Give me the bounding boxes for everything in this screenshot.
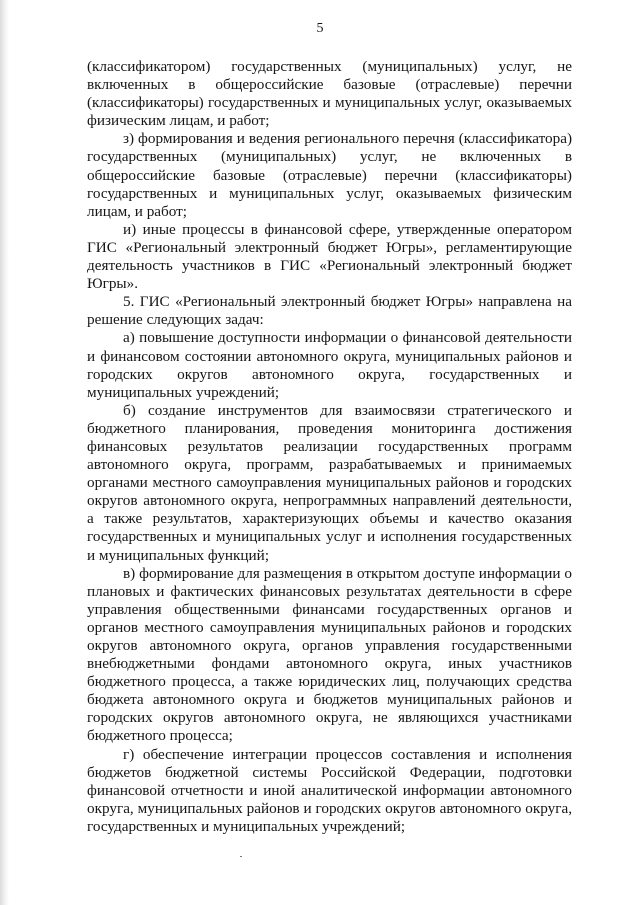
paragraph-task-a: а) повышение доступности информации о финансовой деятельности и финансовом состоянии автономного округа, муниципальных районов и городских округов автономного округа, государственных и муниципальных учреждений; (87, 329, 572, 401)
paragraph-item-i: и) иные процессы в финансовой сфере, утвержденные оператором ГИС «Региональный электронный бюджет Югры», регламентирующие деятельность участников в ГИС «Региональный электронный бюджет Югры». (87, 220, 572, 293)
paragraph-task-v: в) формирование для размещения в открытом доступе информации о плановых и фактических финансовых результатах деятельности в сфере управления общественными финансами государственных органов и органов местного самоуправления муниципальных районов и городских округов автономного округа, органов управления государственными внебюджетными фондами автономного округа, иных участников бюджетного процесса, а также юридических лиц, получающих средства бюджета автономного округа и бюджетов муниципальных районов и городских округов автономного округа, не являющихся участниками бюджетного процесса; (87, 564, 572, 745)
paragraph-section-5: 5. ГИС «Региональный электронный бюджет Югры» направлена на решение следующих задач: (87, 293, 572, 329)
paragraph-classifier-continued: (классификатором) государственных (муниципальных) услуг, не включенных в общероссийские базовые (отраслевые) перечни (классификаторы) государственных и муниципальных услуг, оказываемых физическим лицам, и работ; (87, 58, 572, 130)
paragraph-task-g: г) обеспечение интеграции процессов составления и исполнения бюджетов бюджетной системы Российской Федерации, подготовки финансовой отчетности и иной аналитической информации автономного округа, муниципальных районов и городских округов автономного округа, государственных и муниципальных учреждений; (87, 745, 572, 835)
scan-edge-shadow (0, 0, 9, 905)
scan-speck (240, 856, 242, 857)
paragraph-task-b: б) создание инструментов для взаимосвязи стратегического и бюджетного планирования, проведения мониторинга достижения финансовых результатов реализации государственных программ автономного округа, программ, разрабатываемых и принимаемых органами местного самоуправления муниципальных районов и городских округов автономного округа, непрограммных направлений деятельности, а также результатов, характеризующих объемы и качество оказания государственных и муниципальных услуг и исполнения государственных и муниципальных функций; (87, 401, 572, 564)
paragraph-item-z: з) формирования и ведения регионального перечня (классификатора) государственных (муниципальных) услуг, не включенных в общероссийские базовые (отраслевые) перечни (классификаторы) государственных и муниципальных услуг, оказываемых физическим лицам, и работ; (87, 130, 572, 220)
document-body (87, 58, 572, 836)
page-number: 5 (316, 21, 324, 36)
